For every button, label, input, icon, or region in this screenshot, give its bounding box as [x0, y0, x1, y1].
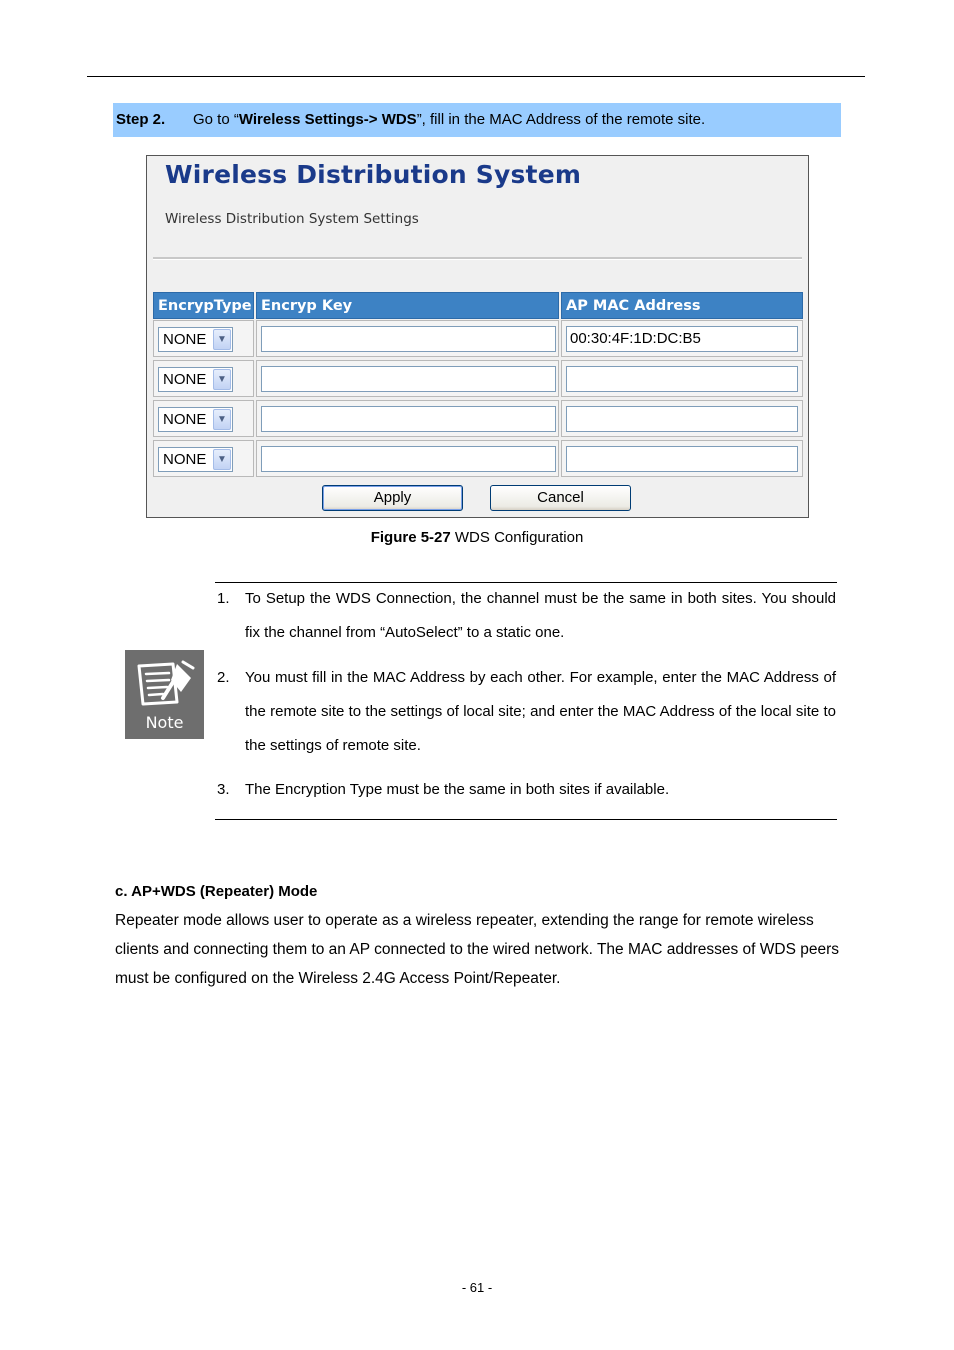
table-row	[153, 400, 254, 437]
section-divider	[153, 257, 802, 260]
header-rule	[87, 76, 865, 77]
encryp-key-input[interactable]	[261, 446, 556, 472]
encryp-key-input[interactable]	[261, 366, 556, 392]
apply-button[interactable]: Apply	[322, 485, 463, 511]
step-banner	[113, 103, 841, 137]
note-item: 1. To Setup the WDS Connection, the channel must be the same in both sites. You should fix the channel from “AutoSelect” to a static one.	[217, 590, 836, 641]
wds-page-subtitle: Wireless Distribution System Settings	[165, 211, 419, 227]
ap-mac-input[interactable]	[566, 406, 798, 432]
table-row	[153, 320, 254, 357]
section-paragraph: Repeater mode allows user to operate as a wireless repeater, extending the range for remote wireless clients and connecting them to an AP connected to the wired network. The MAC addresses of WDS peers must be configured on the Wireless 2.4G Access Point/Repeater.	[115, 912, 840, 987]
column-header-encryptype: EncrypType	[153, 292, 254, 319]
page-number: - 61 -	[461, 1280, 493, 1295]
cancel-button[interactable]: Cancel	[490, 485, 631, 511]
menu-path: Wireless Settings-> WDS	[238, 111, 417, 128]
chevron-down-icon[interactable]: ▼	[213, 449, 231, 470]
ap-mac-input[interactable]	[566, 366, 798, 392]
chevron-down-icon[interactable]: ▼	[213, 329, 231, 350]
ap-mac-input[interactable]: 00:30:4F:1D:DC:B5	[566, 326, 798, 352]
note-item: 2. You must fill in the MAC Address by each other. For example, enter the MAC Address of the remote site to the settings of local site; and enter the MAC Address of the local site to the settings of remote site.	[217, 669, 836, 754]
encryp-key-input[interactable]	[261, 326, 556, 352]
wds-page-title: Wireless Distribution System	[165, 160, 582, 189]
column-header-encryp-key: Encryp Key	[256, 292, 559, 319]
chevron-down-icon[interactable]: ▼	[213, 369, 231, 390]
note-icon	[125, 650, 204, 739]
note-item: 3. The Encryption Type must be the same in both sites if available.	[217, 781, 670, 798]
ap-mac-input[interactable]	[566, 446, 798, 472]
step-instruction: Go to “Wireless Settings-> WDS”, fill in the MAC Address of the remote site.	[193, 111, 706, 128]
note-label: Note	[145, 713, 184, 732]
encryp-type-select[interactable]: NONE ▼	[158, 367, 233, 392]
step-label: Step 2.	[116, 111, 166, 128]
figure-caption: Figure 5-27 WDS Configuration	[370, 529, 584, 546]
chevron-down-icon[interactable]: ▼	[213, 409, 231, 430]
encryp-type-select[interactable]: NONE ▼	[158, 447, 233, 472]
encryp-key-input[interactable]	[261, 406, 556, 432]
encryp-type-select[interactable]: NONE ▼	[158, 327, 233, 352]
note-bottom-rule	[215, 819, 837, 820]
table-row	[153, 440, 254, 477]
table-row	[153, 360, 254, 397]
wds-config-screenshot	[146, 155, 809, 518]
encryp-type-select[interactable]: NONE ▼	[158, 407, 233, 432]
section-heading: c. AP+WDS (Repeater) Mode	[115, 883, 318, 900]
column-header-ap-mac: AP MAC Address	[561, 292, 803, 319]
